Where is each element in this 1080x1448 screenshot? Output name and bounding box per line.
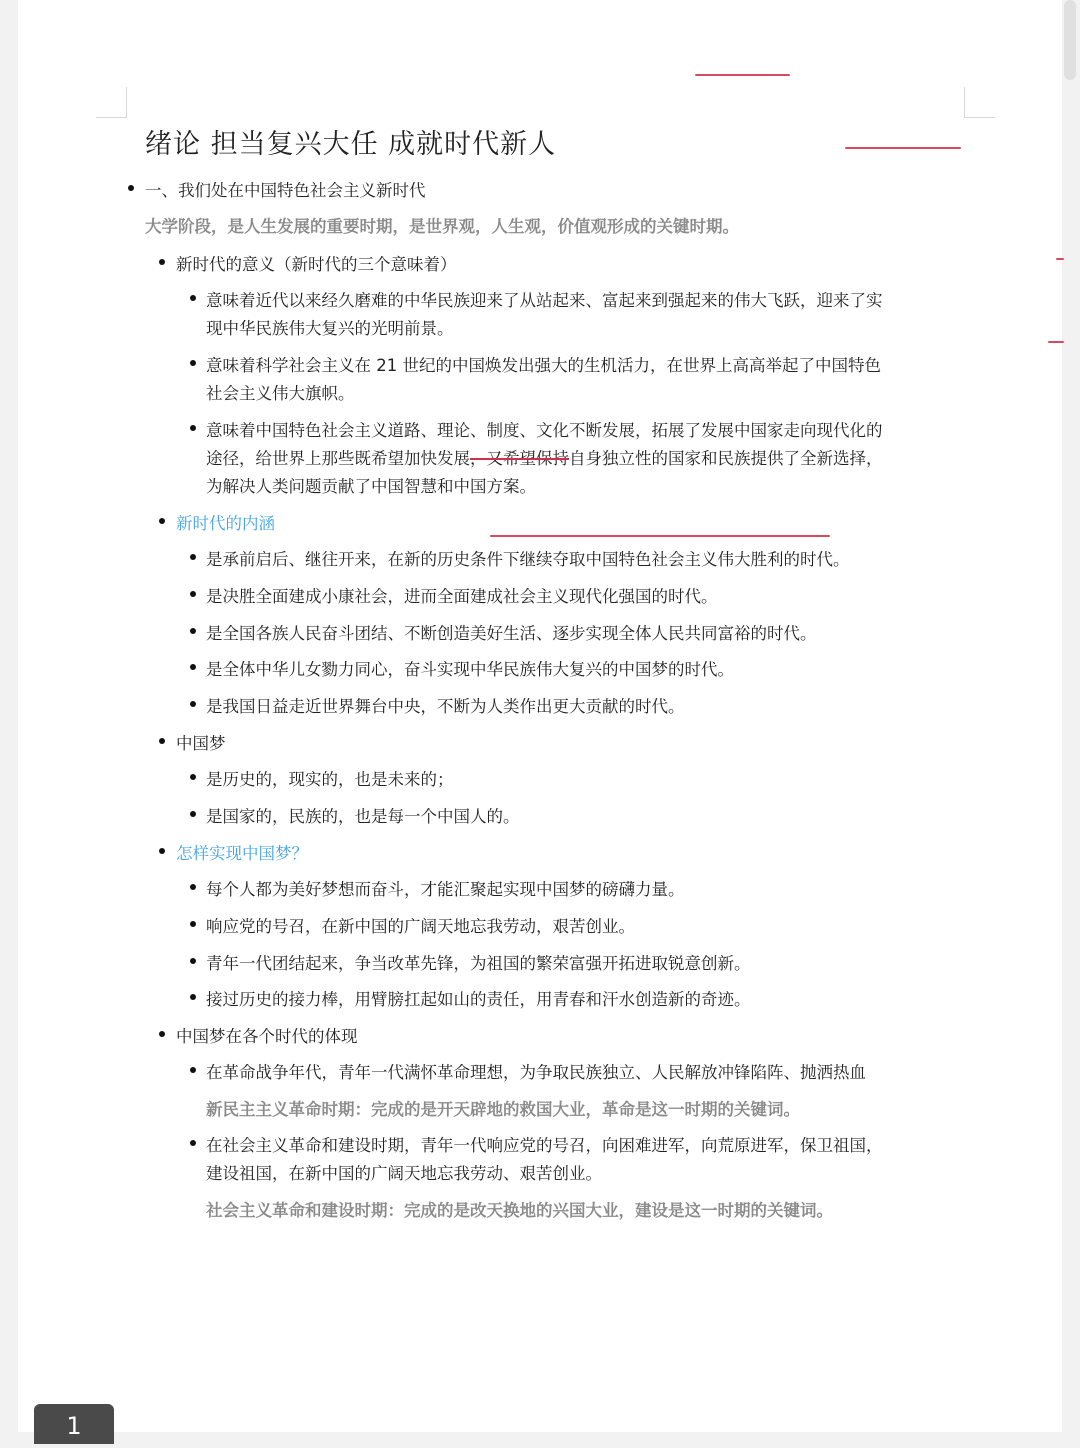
annotation-mark — [1056, 258, 1064, 260]
dream-item: 是国家的，民族的，也是每一个中国人的。 — [206, 807, 520, 826]
bullet — [159, 738, 165, 744]
annotation-underline — [490, 535, 830, 537]
bullet — [190, 884, 196, 890]
bullet — [190, 994, 196, 1000]
bullet — [190, 1140, 196, 1146]
eras-item-2-line-2: 建设祖国，在新中国的广阔天地忘我劳动、艰苦创业。 — [206, 1164, 602, 1183]
bullet — [159, 518, 165, 524]
bullet — [159, 848, 165, 854]
dream-item: 是历史的，现实的，也是未来的； — [206, 770, 454, 789]
connotation-heading: 新时代的内涵 — [176, 514, 275, 533]
intro-note: 大学阶段，是人生发展的重要时期，是世界观，人生观，价值观形成的关键时期。 — [145, 217, 739, 236]
page-number-indicator[interactable]: 1 — [34, 1404, 114, 1444]
bullet — [190, 774, 196, 780]
bullet — [190, 425, 196, 431]
meaning-heading: 新时代的意义（新时代的三个意味着） — [176, 255, 457, 274]
struck-text: ，又希望保持 — [470, 449, 569, 468]
eras-note-2: 社会主义革命和建设时期：完成的是改天换地的兴国大业，建设是这一时期的关键词。 — [206, 1201, 833, 1220]
bullet — [190, 921, 196, 927]
connotation-item: 是我国日益走近世界舞台中央，不断为人类作出更大贡献的时代。 — [206, 697, 685, 716]
bullet — [190, 811, 196, 817]
bullet — [190, 1067, 196, 1073]
meaning-item-3-line-1: 意味着中国特色社会主义道路、理论、制度、文化不断发展，拓展了发展中国家走向现代化的 — [206, 421, 883, 440]
annotation-mark — [695, 74, 790, 76]
howto-item: 青年一代团结起来，争当改革先锋，为祖国的繁荣富强开拓进取锐意创新。 — [206, 954, 751, 973]
bullet — [128, 185, 134, 191]
connotation-item: 是全国各族人民奋斗团结、不断创造美好生活、逐步实现全体人民共同富裕的时代。 — [206, 624, 817, 643]
annotation-mark — [1048, 341, 1064, 343]
howto-item: 每个人都为美好梦想而奋斗，才能汇聚起实现中国梦的磅礴力量。 — [206, 880, 685, 899]
meaning-item-1-line-1: 意味着近代以来经久磨难的中华民族迎来了从站起来、富起来到强起来的伟大飞跃，迎来了实 — [206, 291, 883, 310]
document-title: 绪论 担当复兴大任 成就时代新人 — [145, 129, 557, 160]
meaning-item-1-line-2: 现中华民族伟大复兴的光明前景。 — [206, 319, 454, 338]
connotation-item: 是承前启后、继往开来，在新的历史条件下继续夺取中国特色社会主义伟大胜利的时代。 — [206, 550, 850, 569]
bullet — [190, 628, 196, 634]
eras-heading: 中国梦在各个时代的体现 — [176, 1027, 358, 1046]
meaning-item-3-line-2 — [206, 445, 883, 469]
annotation-mark — [845, 147, 961, 149]
connotation-item: 是全体中华儿女勠力同心，奋斗实现中华民族伟大复兴的中国梦的时代。 — [206, 660, 734, 679]
eras-item-1: 在革命战争年代，青年一代满怀革命理想，为争取民族独立、人民解放冲锋陷阵、抛洒热血 — [206, 1063, 866, 1082]
bullet — [190, 360, 196, 366]
meaning-item-2-line-1: 意味着科学社会主义在 21 世纪的中国焕发出强大的生机活力，在世界上高高举起了中国特色 — [206, 356, 881, 375]
howto-item: 响应党的号召，在新中国的广阔天地忘我劳动，艰苦创业。 — [206, 917, 635, 936]
section-heading: 一、我们处在中国特色社会主义新时代 — [145, 181, 426, 200]
bullet — [190, 295, 196, 301]
eras-note-1: 新民主主义革命时期：完成的是开天辟地的救国大业，革命是这一时期的关键词。 — [206, 1100, 800, 1119]
meaning-item-3-line-3: 为解决人类问题贡献了中国智慧和中国方案。 — [206, 477, 536, 496]
bullet — [190, 664, 196, 670]
meaning-item-2-line-2: 社会主义伟大旗帜。 — [206, 384, 355, 403]
connotation-item: 是决胜全面建成小康社会，进而全面建成社会主义现代化强国的时代。 — [206, 587, 718, 606]
bullet — [190, 591, 196, 597]
bullet — [159, 259, 165, 265]
dream-heading: 中国梦 — [176, 734, 226, 753]
bullet — [159, 1031, 165, 1037]
meaning-item-3-text: 途径，给世界上那些既希望加快发展 — [206, 449, 470, 468]
bullet — [190, 701, 196, 707]
bullet — [190, 958, 196, 964]
bullet — [190, 554, 196, 560]
eras-item-2-line-1: 在社会主义革命和建设时期，青年一代响应党的号召，向困难进军，向荒原进军，保卫祖国， — [206, 1136, 883, 1155]
howto-heading: 怎样实现中国梦？ — [176, 844, 308, 863]
howto-item: 接过历史的接力棒，用臂膀扛起如山的责任，用青春和汗水创造新的奇迹。 — [206, 990, 751, 1009]
meaning-item-3-text: 自身独立性的国家和民族提供了全新选择， — [569, 449, 883, 468]
